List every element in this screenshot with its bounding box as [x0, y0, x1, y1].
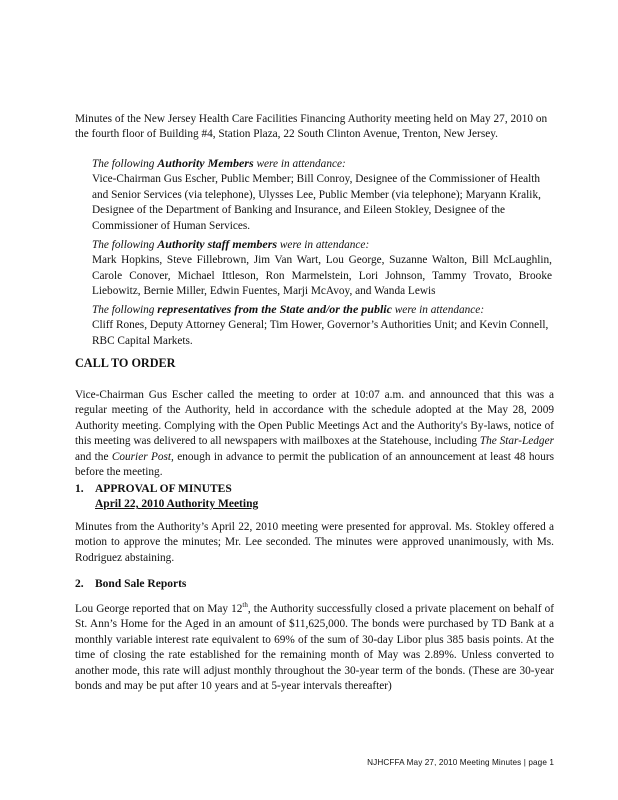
call-to-order-paragraph: Vice-Chairman Gus Escher called the meeting to order at 10:07 a.m. and announced that this was a regular meeting of the Authority, held in accordance with the schedule adopted at the May 28, 2009 Authority meeting. Complying with the Open Public Meetings Act and the Authority's By-laws, notice of this meeting was delivered to all newspapers with mailboxes at the Statehouse, including The Star-Ledger and the Courier Post, enough in advance to permit the publication of an announcement at least 48 hours before the meeting.: [75, 389, 554, 479]
staff-lead: The following Authority staff members were in attendance:: [92, 237, 370, 251]
public-list: Cliff Rones, Deputy Attorney General; Tim Hower, Governor’s Authorities Unit; and Kevin Connell, RBC Capital Markets.: [92, 319, 549, 347]
staff-list: Mark Hopkins, Steve Fillebrown, Jim Van Wart, Lou George, Suzanne Walton, Bill McLaughlin, Carole Conover, Michael Ittleson, Ron Marmelstein, Lori Johnson, Tammy Trovato, Brooke Liebowitz, Bernie Miller, Edwin Fuentes, Marji McAvoy, and Wanda Lewis: [92, 254, 552, 298]
bond-sale-paragraph: Lou George reported that on May 12th, the Authority successfully closed a private placement on behalf of St. Ann’s Home for the Aged in an amount of $11,625,000. The bonds were purchased by TD Bank at a monthly variable interest rate equivalent to 69% of the sum of 30-day Libor plus 385 basis points. At the time of closing the rate established for the remaining month of May was 2.89%. Unless converted to another mode, this rate will adjust monthly throughout the 30-year term of the bonds. (These are 30-year bonds and may be put after 10 years and at 5-year intervals thereafter): [75, 601, 554, 693]
call-to-order-heading: CALL TO ORDER: [75, 356, 176, 370]
page-footer: NJHCFFA May 27, 2010 Meeting Minutes | page 1: [367, 758, 554, 767]
members-lead: The following Authority Members were in attendance:: [92, 156, 346, 170]
staff-attendance: [92, 237, 552, 300]
members-attendance: [92, 156, 552, 234]
public-lead: The following representatives from the State and/or the public were in attendance:: [92, 302, 485, 316]
approval-paragraph: Minutes from the Authority’s April 22, 2010 meeting were presented for approval. Ms. Stokley offered a motion to approve the minutes; Mr. Lee seconded. The minutes were approved unanimously, with Ms. Rodriguez abstaining.: [75, 521, 554, 564]
intro-paragraph: Minutes of the New Jersey Health Care Facilities Financing Authority meeting held on May 27, 2010 on the fourth floor of Building #4, Station Plaza, 22 South Clinton Avenue, Trenton, New Jersey.: [75, 113, 548, 141]
approval-heading: 1. APPROVAL OF MINUTES: [75, 483, 232, 495]
members-list: Vice-Chairman Gus Escher, Public Member; Bill Conroy, Designee of the Commissioner of Health and Senior Services (via telephone), Ulysses Lee, Public Member (via telephone); Maryann Kralik, Designee of the Department of Banking and Insurance, and Eileen Stokley, Designee of the Commissioner of Human Services.: [92, 173, 541, 232]
public-attendance: [92, 302, 552, 349]
bond-sale-heading: 2. Bond Sale Reports: [75, 578, 187, 590]
approval-subheading: April 22, 2010 Authority Meeting: [95, 498, 259, 510]
